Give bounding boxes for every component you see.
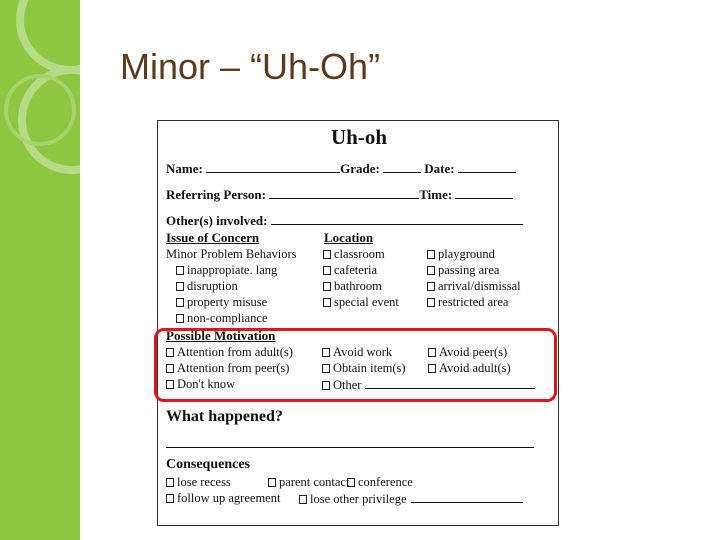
possible-motivation-heading: Possible Motivation — [166, 328, 276, 343]
checkbox-item[interactable]: Avoid peer(s) — [428, 345, 507, 360]
checkbox-item[interactable]: inappropiate. lang — [176, 263, 277, 278]
uh-oh-form — [157, 120, 559, 526]
issue-of-concern-heading: Issue of Concern — [166, 230, 260, 245]
date-label: Date: — [424, 161, 455, 176]
checkbox-icon — [323, 298, 331, 307]
others-involved-row — [166, 213, 523, 229]
checkbox-item[interactable]: Don't know — [166, 377, 235, 392]
checkbox-item[interactable]: Avoid adult(s) — [428, 361, 511, 376]
checkbox-item[interactable]: classroom — [323, 247, 385, 262]
what-happened-field[interactable] — [166, 447, 534, 448]
checkbox-item[interactable]: conference — [347, 475, 413, 490]
motivation-highlight-box — [154, 328, 557, 402]
slide-title: Minor – “Uh-Oh” — [120, 46, 381, 87]
other-privilege-field[interactable] — [411, 491, 523, 503]
form-title: Uh-oh — [330, 125, 388, 149]
checkbox-item[interactable]: lose recess — [166, 475, 231, 490]
checkbox-item[interactable]: bathroom — [323, 279, 382, 294]
time-label: Time: — [419, 187, 453, 202]
referring-time-row — [166, 187, 513, 203]
decorative-circles — [0, 0, 80, 540]
minor-problem-behaviors-label: Minor Problem Behaviors — [166, 247, 297, 261]
checkbox-item[interactable]: disruption — [176, 279, 238, 294]
grade-label: Grade: — [340, 161, 380, 176]
checkbox-item[interactable]: Attention from peer(s) — [166, 361, 289, 376]
checkbox-item[interactable]: playground — [427, 247, 495, 262]
checkbox-item[interactable]: follow up agreement — [166, 491, 280, 506]
checkbox-icon — [323, 250, 331, 259]
checkbox-icon — [427, 250, 435, 259]
others-involved-field[interactable] — [271, 213, 523, 225]
consequences-heading: Consequences — [166, 457, 251, 472]
checkbox-icon — [323, 282, 331, 291]
checkbox-item[interactable]: Avoid work — [322, 345, 392, 360]
time-field[interactable] — [455, 187, 513, 199]
checkbox-icon — [299, 495, 307, 504]
checkbox-icon — [427, 282, 435, 291]
checkbox-item[interactable]: arrival/dismissal — [427, 279, 521, 294]
referring-person-field[interactable] — [269, 187, 419, 199]
checkbox-item[interactable]: Obtain item(s) — [322, 361, 406, 376]
checkbox-icon — [347, 478, 355, 487]
others-involved-label: Other(s) involved: — [166, 213, 268, 228]
checkbox-icon — [176, 282, 184, 291]
checkbox-item[interactable]: non-compliance — [176, 311, 268, 326]
checkbox-icon — [427, 298, 435, 307]
checkbox-icon — [268, 478, 276, 487]
referring-person-label: Referring Person: — [166, 187, 266, 202]
what-happened-heading: What happened? — [166, 408, 283, 425]
checkbox-item[interactable]: property misuse — [176, 295, 267, 310]
checkbox-item[interactable]: cafeteria — [323, 263, 377, 278]
checkbox-icon — [323, 266, 331, 275]
checkbox-icon — [427, 266, 435, 275]
grade-field[interactable] — [383, 161, 421, 173]
checkbox-item[interactable]: Other — [322, 377, 535, 393]
checkbox-item[interactable]: restricted area — [427, 295, 508, 310]
name-field[interactable] — [206, 161, 340, 173]
date-field[interactable] — [458, 161, 516, 173]
location-heading: Location — [324, 230, 374, 245]
checkbox-icon — [166, 494, 174, 503]
checkbox-icon — [176, 314, 184, 323]
checkbox-item[interactable]: special event — [323, 295, 399, 310]
checkbox-item[interactable]: passing area — [427, 263, 499, 278]
name-grade-date-row — [166, 161, 516, 177]
decorative-green-bar — [0, 0, 80, 540]
checkbox-icon — [166, 478, 174, 487]
checkbox-icon — [176, 266, 184, 275]
checkbox-item[interactable]: parent contact — [268, 475, 349, 490]
name-label: Name: — [166, 161, 203, 176]
checkbox-item[interactable]: lose other privilege — [299, 491, 523, 507]
checkbox-item[interactable]: Attention from adult(s) — [166, 345, 293, 360]
checkbox-icon — [176, 298, 184, 307]
